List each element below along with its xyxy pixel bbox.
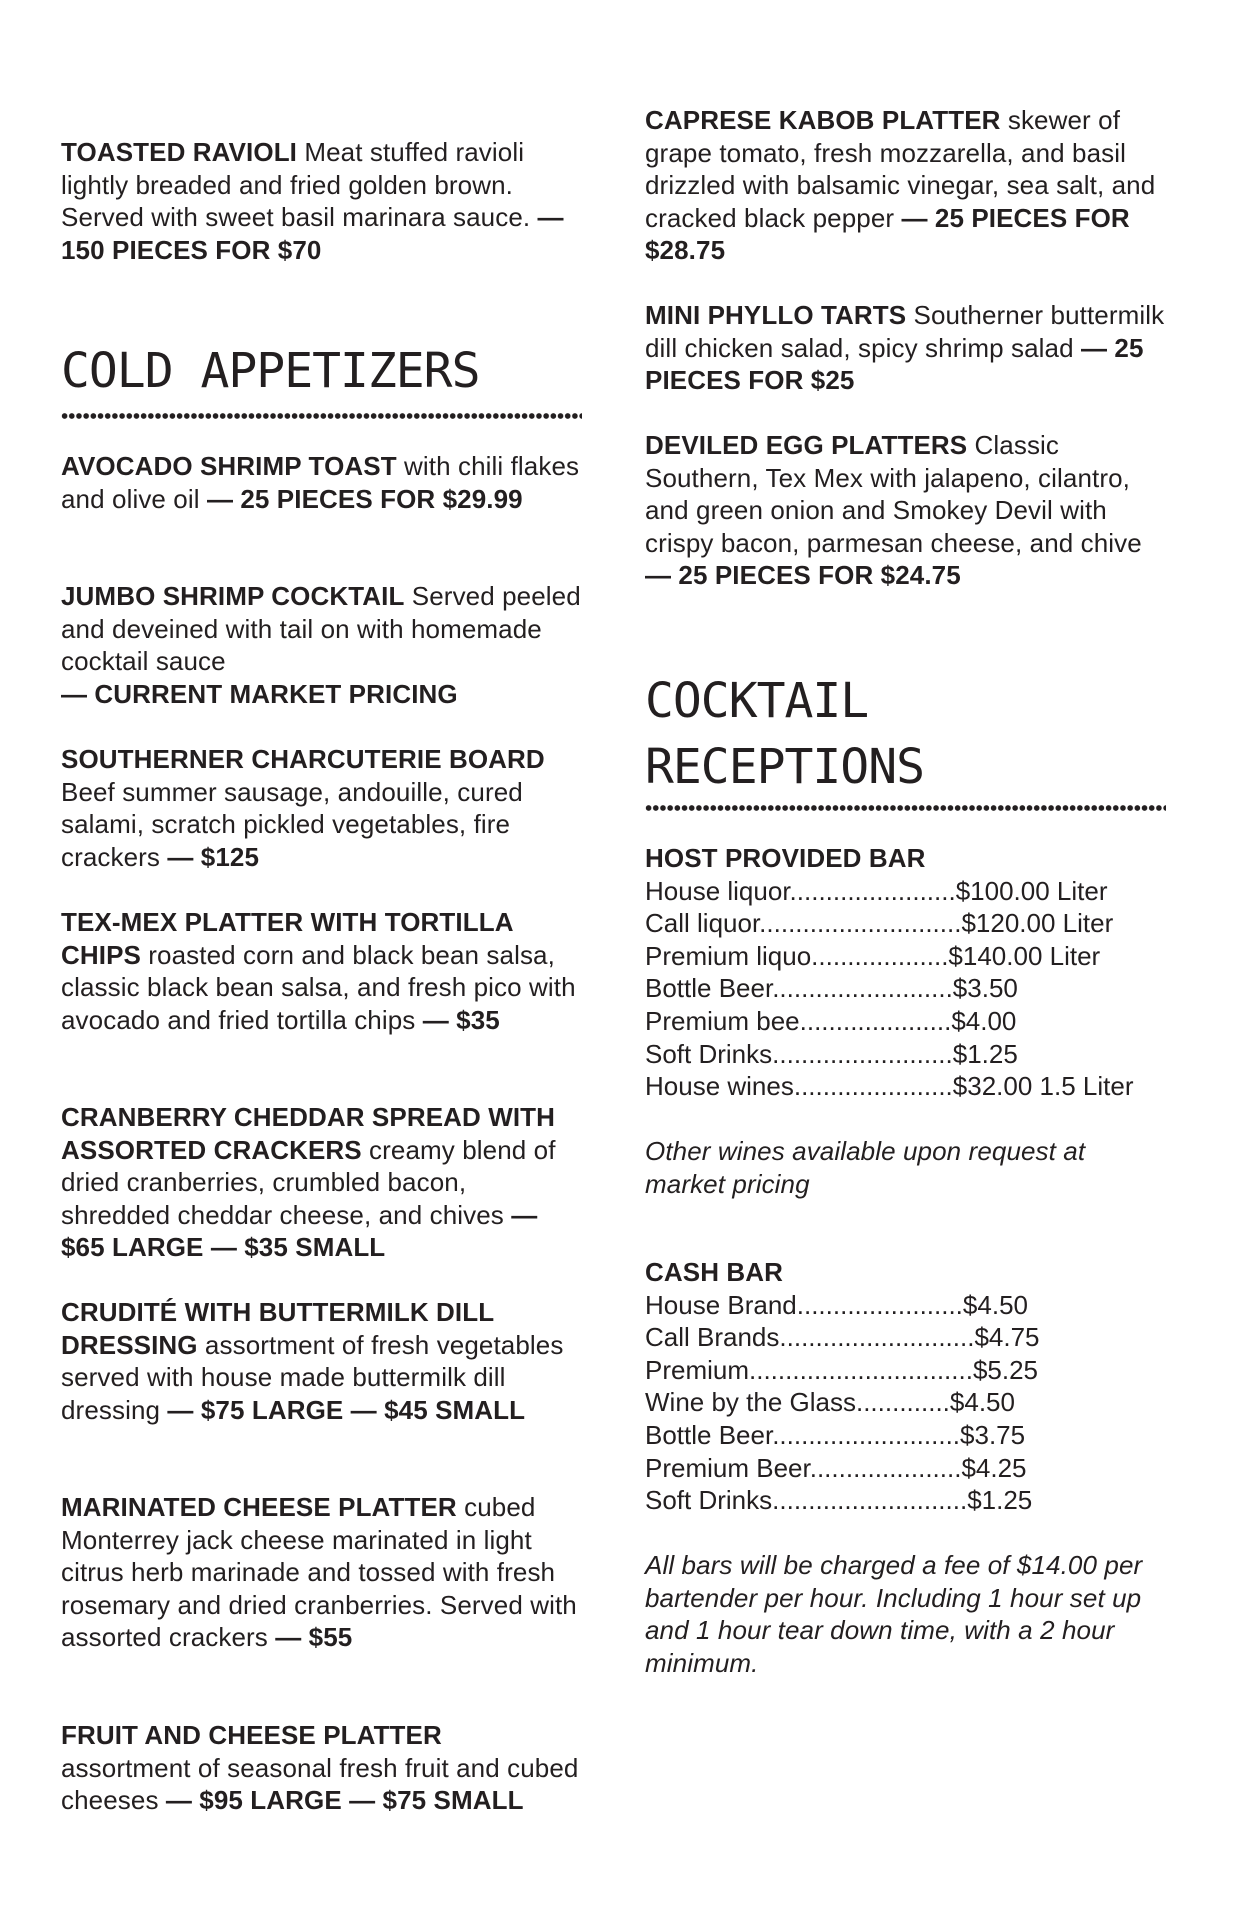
item-price: — $55 (275, 1622, 353, 1653)
menu-item (645, 104, 1165, 267)
menu-item (61, 1491, 581, 1654)
item-price: — $35 (422, 1004, 500, 1035)
item-name: SOUTHERNER CHARCUTERIE BOARD (61, 744, 545, 774)
item-description: Served peeled and deveined with tail on with homemade cocktail sauce (61, 581, 581, 677)
cash-bar-note: All bars will be charged a fee of $14.00 per bartender per hour. Including 1 hour set up and 1 hour tear down time, with a 2 hour minimum. (645, 1550, 1143, 1678)
item-description: Southerner buttermilk dill chicken salad, spicy shrimp salad (645, 300, 1165, 363)
menu-item (61, 906, 581, 1036)
item-description: roasted corn and black bean salsa, classic black bean salsa, and fresh pico with avocado and fried tortilla chips (61, 939, 576, 1035)
cash-bar-title: CASH BAR (645, 1257, 784, 1287)
item-description: assortment of seasonal fresh fruit and cubed cheeses (61, 1752, 579, 1816)
item-description: assortment of fresh vegetables served with house made buttermilk dill dressing (61, 1329, 564, 1425)
item-price: — $125 (167, 841, 260, 872)
price-row: House wines......................$32.00 1.5 Liter (645, 1071, 1134, 1102)
item-description: cubed Monterrey jack cheese marinated in light citrus herb marinade and tossed with fresh rosemary and dried cranberries. Served with assorted crackers (61, 1492, 577, 1653)
cash-bar-section (645, 1256, 1165, 1517)
menu-item (61, 580, 581, 710)
item-description: Meat stuffed ravioli lightly breaded and fried golden brown. Served with sweet basil marinara sauce. (61, 137, 538, 233)
item-price: — $95 LARGE — $75 SMALL (165, 1785, 524, 1816)
menu-item (61, 1101, 581, 1264)
price-row: Premium liquo...................$140.00 Liter (645, 940, 1101, 971)
host-bar-section (645, 842, 1165, 1103)
item-price: — 25 PIECES FOR $25 (645, 332, 1144, 396)
item-name: TEX-MEX PLATTER WITH TORTILLA CHIPS (61, 907, 513, 970)
menu-item (645, 299, 1165, 397)
menu-item (645, 429, 1165, 592)
item-price: — 25 PIECES FOR $28.75 (645, 202, 1130, 266)
section-heading-cold-appetizers: COLD APPETIZERS (61, 343, 480, 399)
menu-item (61, 1296, 581, 1426)
item-name: DEVILED EGG PLATTERS (645, 430, 968, 460)
dotted-divider (645, 804, 1166, 812)
price-row: Premium...............................$5.25 (645, 1354, 1039, 1385)
item-name: FRUIT AND CHEESE PLATTER (61, 1720, 442, 1750)
host-bar-note: Other wines available upon request at market pricing (645, 1136, 1086, 1199)
item-name: MARINATED CHEESE PLATTER (61, 1492, 457, 1522)
dotted-divider (61, 412, 582, 420)
price-row: Call liquor............................$120.00 Liter (645, 908, 1114, 939)
price-row: Premium Beer.....................$4.25 (645, 1452, 1027, 1483)
price-row: Soft Drinks.........................$1.25 (645, 1038, 1018, 1069)
menu-item (61, 743, 581, 873)
section-heading-cocktail-line1: COCKTAIL (645, 673, 869, 729)
section-heading-cocktail-line2: RECEPTIONS (645, 739, 924, 795)
item-description: Beef summer sausage, andouille, cured salami, scratch pickled vegetables, fire crackers (61, 776, 523, 872)
item-description: with chili flakes and olive oil (61, 451, 580, 514)
item-description: creamy blend of dried cranberries, crumbled bacon, shredded cheddar cheese, and chives (61, 1134, 556, 1230)
price-row: Bottle Beer..........................$3.75 (645, 1419, 1026, 1450)
menu-item-toasted-ravioli (61, 136, 581, 266)
item-price: — 150 PIECES FOR $70 (61, 202, 564, 265)
menu-item (61, 1719, 581, 1817)
host-bar-title: HOST PROVIDED BAR (645, 843, 926, 873)
price-row: Call Brands...........................$4.75 (645, 1322, 1040, 1353)
item-price: — $75 LARGE — $45 SMALL (167, 1394, 526, 1425)
price-row: House Brand.......................$4.50 (645, 1289, 1028, 1320)
item-description: skewer of grape tomato, fresh mozzarella, and basil drizzled with balsamic vinegar, sea salt, and cracked black pepper (645, 105, 1156, 233)
price-row: House liquor.......................$100.00 Liter (645, 875, 1108, 906)
item-price: — 25 PIECES FOR $24.75 (645, 560, 961, 591)
cash-bar-price-list (645, 1289, 1165, 1517)
host-bar-price-list (645, 875, 1165, 1103)
item-name: TOASTED RAVIOLI (61, 137, 297, 167)
price-row: Wine by the Glass.............$4.50 (645, 1387, 1015, 1418)
price-row: Premium bee.....................$4.00 (645, 1005, 1017, 1036)
item-name: AVOCADO SHRIMP TOAST (61, 451, 397, 481)
price-row: Soft Drinks...........................$1.25 (645, 1485, 1033, 1516)
item-name: CRANBERRY CHEDDAR SPREAD WITH ASSORTED CRACKERS (61, 1102, 556, 1165)
item-price: — $65 LARGE — $35 SMALL (61, 1199, 538, 1263)
item-description: Classic Southern, Tex Mex with jalapeno, cilantro, and green onion and Smokey Devil with crispy bacon, parmesan cheese, and chive (645, 430, 1142, 558)
price-row: Bottle Beer.........................$3.50 (645, 973, 1018, 1004)
item-name: JUMBO SHRIMP COCKTAIL (61, 581, 405, 611)
item-price: — 25 PIECES FOR $29.99 (206, 483, 523, 514)
item-price: — CURRENT MARKET PRICING (61, 678, 458, 709)
item-name: CAPRESE KABOB PLATTER (645, 105, 1001, 135)
item-name: MINI PHYLLO TARTS (645, 300, 907, 330)
menu-item (61, 450, 581, 515)
item-name: CRUDITÉ WITH BUTTERMILK DILL DRESSING (61, 1297, 494, 1360)
